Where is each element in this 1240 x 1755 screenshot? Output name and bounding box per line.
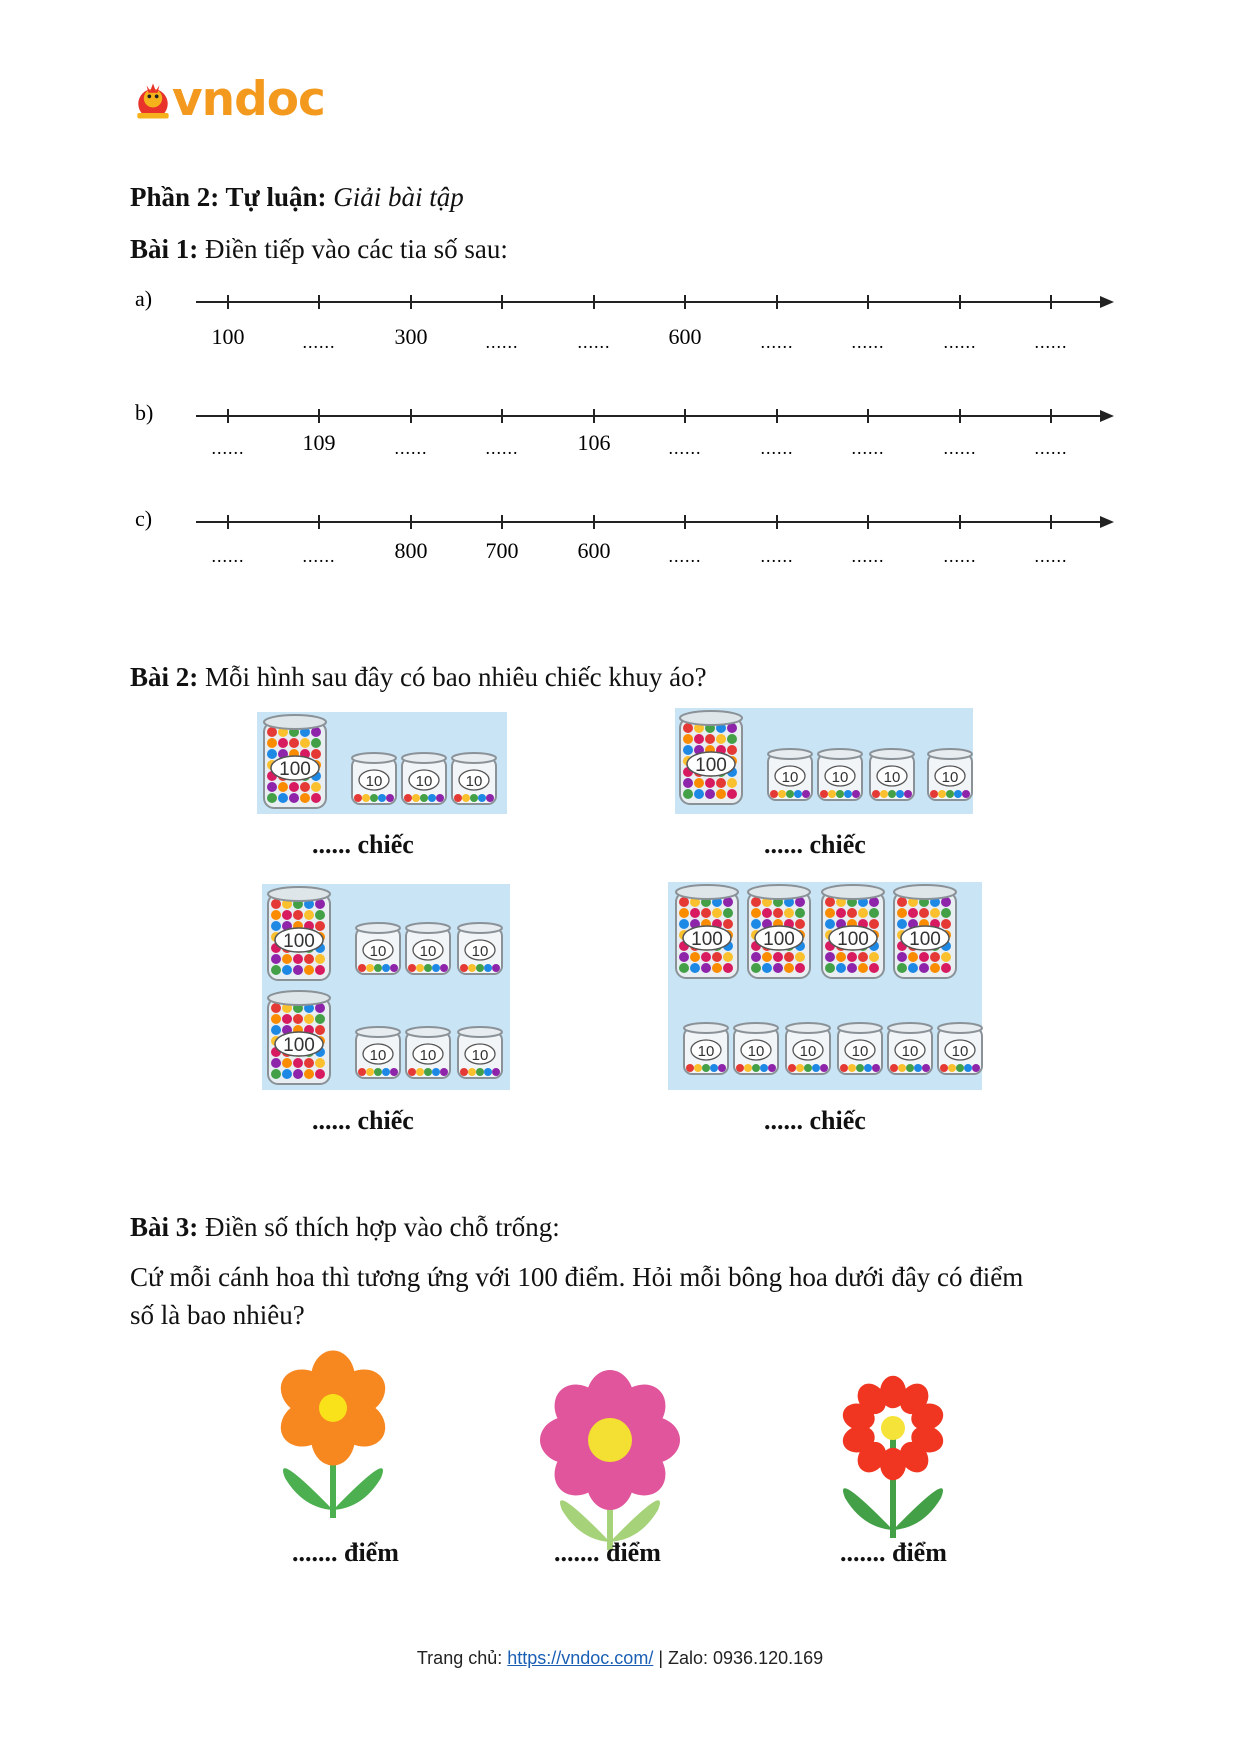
blank-value: ...... xyxy=(485,332,519,352)
fig1-caption: ...... chiếc xyxy=(312,830,414,859)
flower-2 xyxy=(540,1370,680,1550)
blank-value: ...... xyxy=(668,546,702,566)
jar-10-label: 10 xyxy=(883,769,901,786)
blank-value: ...... xyxy=(851,546,885,566)
flower2-caption: ....... điểm xyxy=(554,1538,661,1567)
fig4-caption: ...... chiếc xyxy=(764,1106,866,1135)
jar-10-label: 10 xyxy=(851,1043,869,1060)
blank-value: ...... xyxy=(668,438,702,458)
jar-10-label: 10 xyxy=(901,1043,919,1060)
jar-10-label: 10 xyxy=(951,1043,969,1060)
jar-10-label: 10 xyxy=(415,773,433,790)
jar-10-label: 10 xyxy=(471,1047,489,1064)
jar-10-label: 10 xyxy=(369,1047,387,1064)
section-title-bold: Phần 2: Tự luận: xyxy=(130,182,327,212)
fig3-caption: ...... chiếc xyxy=(312,1106,414,1135)
blank-value: ...... xyxy=(760,546,794,566)
jar-10-label: 10 xyxy=(831,769,849,786)
flower-center xyxy=(881,1416,905,1440)
jar-10-label: 10 xyxy=(781,769,799,786)
blank-value: ...... xyxy=(394,438,428,458)
jar-10-label: 10 xyxy=(941,769,959,786)
leaf-icon xyxy=(843,1488,893,1530)
jar-100-label: 100 xyxy=(279,759,311,780)
flower-3 xyxy=(839,1376,946,1538)
blank-value: ...... xyxy=(760,332,794,352)
jar-100-label: 100 xyxy=(695,755,727,776)
bai1-text: Điền tiếp vào các tia số sau: xyxy=(205,234,508,264)
jar-10-label: 10 xyxy=(419,943,437,960)
vndoc-logo-text: vndoc xyxy=(172,72,325,127)
blank-value: ...... xyxy=(1034,332,1068,352)
bai3-text: Điền số thích hợp vào chỗ trống: xyxy=(205,1212,560,1242)
blank-value: ...... xyxy=(851,332,885,352)
leaf-icon xyxy=(333,1468,383,1510)
jar-10-label: 10 xyxy=(465,773,483,790)
bai3-label: Bài 3: xyxy=(130,1212,199,1242)
jar-100-label: 100 xyxy=(909,929,941,950)
blank-value: ...... xyxy=(211,546,245,566)
blank-value: ...... xyxy=(1034,546,1068,566)
number-value: 100 xyxy=(211,324,245,349)
bai2-text: Mỗi hình sau đây có bao nhiêu chiếc khuy áo? xyxy=(205,662,707,692)
blank-value: ...... xyxy=(485,438,519,458)
flower-1 xyxy=(272,1351,394,1519)
footer-suffix: | Zalo: 0936.120.169 xyxy=(653,1648,824,1668)
blank-value: ...... xyxy=(577,332,611,352)
jar-100-label: 100 xyxy=(837,929,869,950)
jar-10-label: 10 xyxy=(697,1043,715,1060)
footer-prefix: Trang chủ: xyxy=(416,1648,508,1668)
jar-100-label: 100 xyxy=(763,929,795,950)
jar-100-label: 100 xyxy=(283,931,315,952)
bai3-paragraph-line1: Cứ mỗi cánh hoa thì tương ứng với 100 điểm. Hỏi mỗi bông hoa dưới đây có điểm xyxy=(130,1262,1024,1292)
blank-value: ...... xyxy=(1034,438,1068,458)
jar-10-label: 10 xyxy=(419,1047,437,1064)
jar-10-label: 10 xyxy=(369,943,387,960)
blank-value: ...... xyxy=(943,546,977,566)
number-value: 600 xyxy=(577,538,611,563)
jar-10-label: 10 xyxy=(747,1043,765,1060)
bai3-paragraph-line2: số là bao nhiêu? xyxy=(130,1300,305,1330)
bai1-label: Bài 1: xyxy=(130,234,199,264)
row-label-a: a) xyxy=(135,286,153,311)
flower3-caption: ....... điểm xyxy=(840,1538,947,1567)
flower-center xyxy=(588,1418,632,1462)
blank-value: ...... xyxy=(851,438,885,458)
flower1-caption: ....... điểm xyxy=(292,1538,399,1567)
footer-home-link[interactable]: https://vndoc.com/ xyxy=(507,1648,654,1668)
number-value: 700 xyxy=(485,538,519,563)
row-label-b: b) xyxy=(135,400,154,425)
jar-10-label: 10 xyxy=(799,1043,817,1060)
jar-10-label: 10 xyxy=(365,773,383,790)
number-value: 300 xyxy=(394,324,428,349)
blank-value: ...... xyxy=(302,332,336,352)
jar-100-label: 100 xyxy=(283,1035,315,1056)
leaf-icon xyxy=(893,1488,943,1530)
blank-value: ...... xyxy=(760,438,794,458)
blank-value: ...... xyxy=(302,546,336,566)
page-footer xyxy=(0,1648,1240,1669)
number-value: 106 xyxy=(577,430,611,455)
number-value: 600 xyxy=(668,324,702,349)
blank-value: ...... xyxy=(211,438,245,458)
row-label-c: c) xyxy=(135,506,153,531)
number-value: 109 xyxy=(302,430,336,455)
bai2-label: Bài 2: xyxy=(130,662,199,692)
jar-100-label: 100 xyxy=(691,929,723,950)
fig2-caption: ...... chiếc xyxy=(764,830,866,859)
leaf-icon xyxy=(283,1468,333,1510)
flower-center xyxy=(319,1394,347,1422)
blank-value: ...... xyxy=(943,438,977,458)
blank-value: ...... xyxy=(943,332,977,352)
number-value: 800 xyxy=(394,538,428,563)
jar-10-label: 10 xyxy=(471,943,489,960)
section-title-italic: Giải bài tập xyxy=(333,182,464,212)
